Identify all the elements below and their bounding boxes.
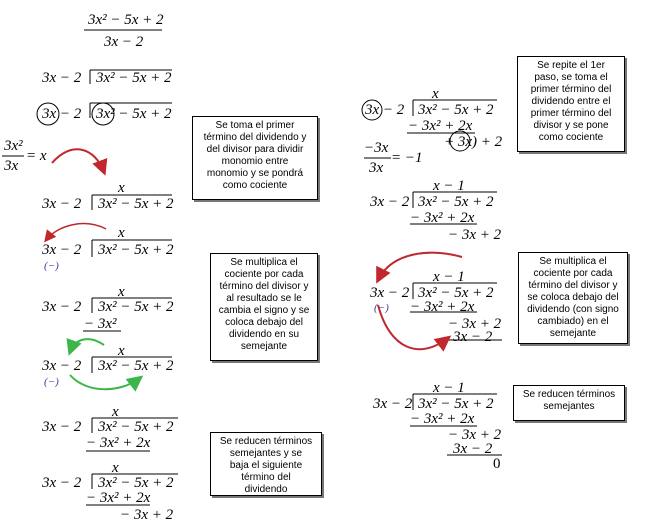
- r-ratio-num: −3x: [364, 140, 389, 156]
- sign-change-1: (−): [44, 260, 59, 272]
- r-sign-change: (−): [374, 302, 389, 314]
- dividend-5: 3x² − 5x + 2: [98, 299, 174, 315]
- green-arrow-1: [70, 339, 104, 352]
- note-step4: Se repite el 1er paso, se toma el primer término del dividendo entre el primer término del divisor y se pone como cociente: [517, 56, 625, 152]
- r-dividend-1: 3x² − 5x + 2: [418, 102, 494, 118]
- ratio-denominator: 3x: [4, 158, 19, 174]
- divisor-2: 3x − 2: [42, 106, 82, 122]
- r-remainder-4: − 3x + 2: [448, 427, 502, 443]
- sign-change-2: (−): [44, 376, 59, 388]
- quotient-3: x: [118, 284, 125, 300]
- note-step5: Se multiplica el cociente por cada término del divisor y se coloca debajo del dividendo (con signo cambiado) en el semejante: [518, 252, 628, 344]
- red-arrow-2: [46, 224, 106, 240]
- r-dividend-3: 3x² − 5x + 2: [418, 285, 494, 301]
- note-step1: Se toma el primer término del dividendo y del divisor para dividir monomio entre monomio y se pondrá como cociente: [192, 116, 318, 200]
- r-neg-row-3: − 3x² + 2x: [410, 299, 475, 315]
- ratio-result: = x: [26, 148, 47, 164]
- divisor-6: 3x − 2: [42, 358, 82, 374]
- fraction-denominator: 3x − 2: [104, 34, 144, 50]
- quotient-1: x: [118, 180, 125, 196]
- dividend-7: 3x² − 5x + 2: [98, 419, 174, 435]
- ratio-numerator: 3x²: [4, 138, 23, 154]
- r-divisor-1: 3x − 2: [365, 102, 405, 118]
- r-neg-remainder-3: 3x − 2: [453, 329, 493, 345]
- r-quotient-1: x: [432, 86, 439, 102]
- dividend-3: 3x² − 5x + 2: [98, 196, 174, 212]
- r-dividend-2: 3x² − 5x + 2: [418, 194, 494, 210]
- quotient-2: x: [118, 225, 125, 241]
- quotient-5: x: [112, 404, 119, 420]
- note-step6: Se reducen términos semejantes: [513, 385, 625, 421]
- r-final-zero: 0: [493, 456, 501, 472]
- r-divisor-2: 3x − 2: [370, 194, 410, 210]
- partial-row-1: − 3x² + 2x: [86, 435, 151, 451]
- r-neg-row-4: − 3x² + 2x: [410, 411, 475, 427]
- fraction-numerator: 3x² − 5x + 2: [88, 12, 164, 28]
- divisor-7: 3x − 2: [42, 419, 82, 435]
- dividend-4: 3x² − 5x + 2: [98, 242, 174, 258]
- r-row-tail: + 3x) + 2: [444, 134, 503, 150]
- quotient-4: x: [118, 343, 125, 359]
- dividend-6: 3x² − 5x + 2: [98, 358, 174, 374]
- dividend-8: 3x² − 5x + 2: [98, 475, 174, 491]
- divisor-5: 3x − 2: [42, 299, 82, 315]
- r-divisor-3: 3x − 2: [370, 285, 410, 301]
- r-remainder-3: − 3x + 2: [448, 316, 502, 332]
- r-quotient-3: x − 1: [433, 269, 465, 285]
- r-dividend-4: 3x² − 5x + 2: [418, 396, 494, 412]
- dividend-1: 3x² − 5x + 2: [96, 70, 172, 86]
- r-neg-remainder-4: 3x − 2: [453, 441, 493, 457]
- r-quotient-2: x − 1: [433, 178, 465, 194]
- divisor-8: 3x − 2: [42, 475, 82, 491]
- neg-term: − 3x²: [84, 316, 117, 332]
- dividend-2: 3x² − 5x + 2: [96, 106, 172, 122]
- r-neg-row-1: − 3x² + 2x: [408, 118, 473, 134]
- quotient-6: x: [112, 460, 119, 476]
- divisor-3: 3x − 2: [42, 196, 82, 212]
- r-quotient-4: x − 1: [433, 380, 465, 396]
- green-arrow-2: [70, 375, 140, 389]
- r-neg-row-2: − 3x² + 2x: [410, 210, 475, 226]
- r-ratio-den: 3x: [369, 160, 384, 176]
- note-step3: Se reducen términos semejantes y se baja el siguiente término del dividendo: [210, 432, 322, 496]
- r-ratio-result: = −1: [391, 150, 423, 166]
- red-arrow-1: [52, 149, 104, 172]
- r-divisor-4: 3x − 2: [373, 396, 413, 412]
- note-step2: Se multiplica el cociente por cada término del divisor y al resultado se le cambia el signo y se coloca debajo del dividendo en su semejante: [210, 253, 318, 361]
- partial-row-2: − 3x² + 2x: [86, 490, 151, 506]
- remainder-left: − 3x + 2: [120, 507, 174, 523]
- divisor-4: 3x − 2: [42, 242, 82, 258]
- r-remainder-2: − 3x + 2: [448, 227, 502, 243]
- divisor-1: 3x − 2: [42, 70, 82, 86]
